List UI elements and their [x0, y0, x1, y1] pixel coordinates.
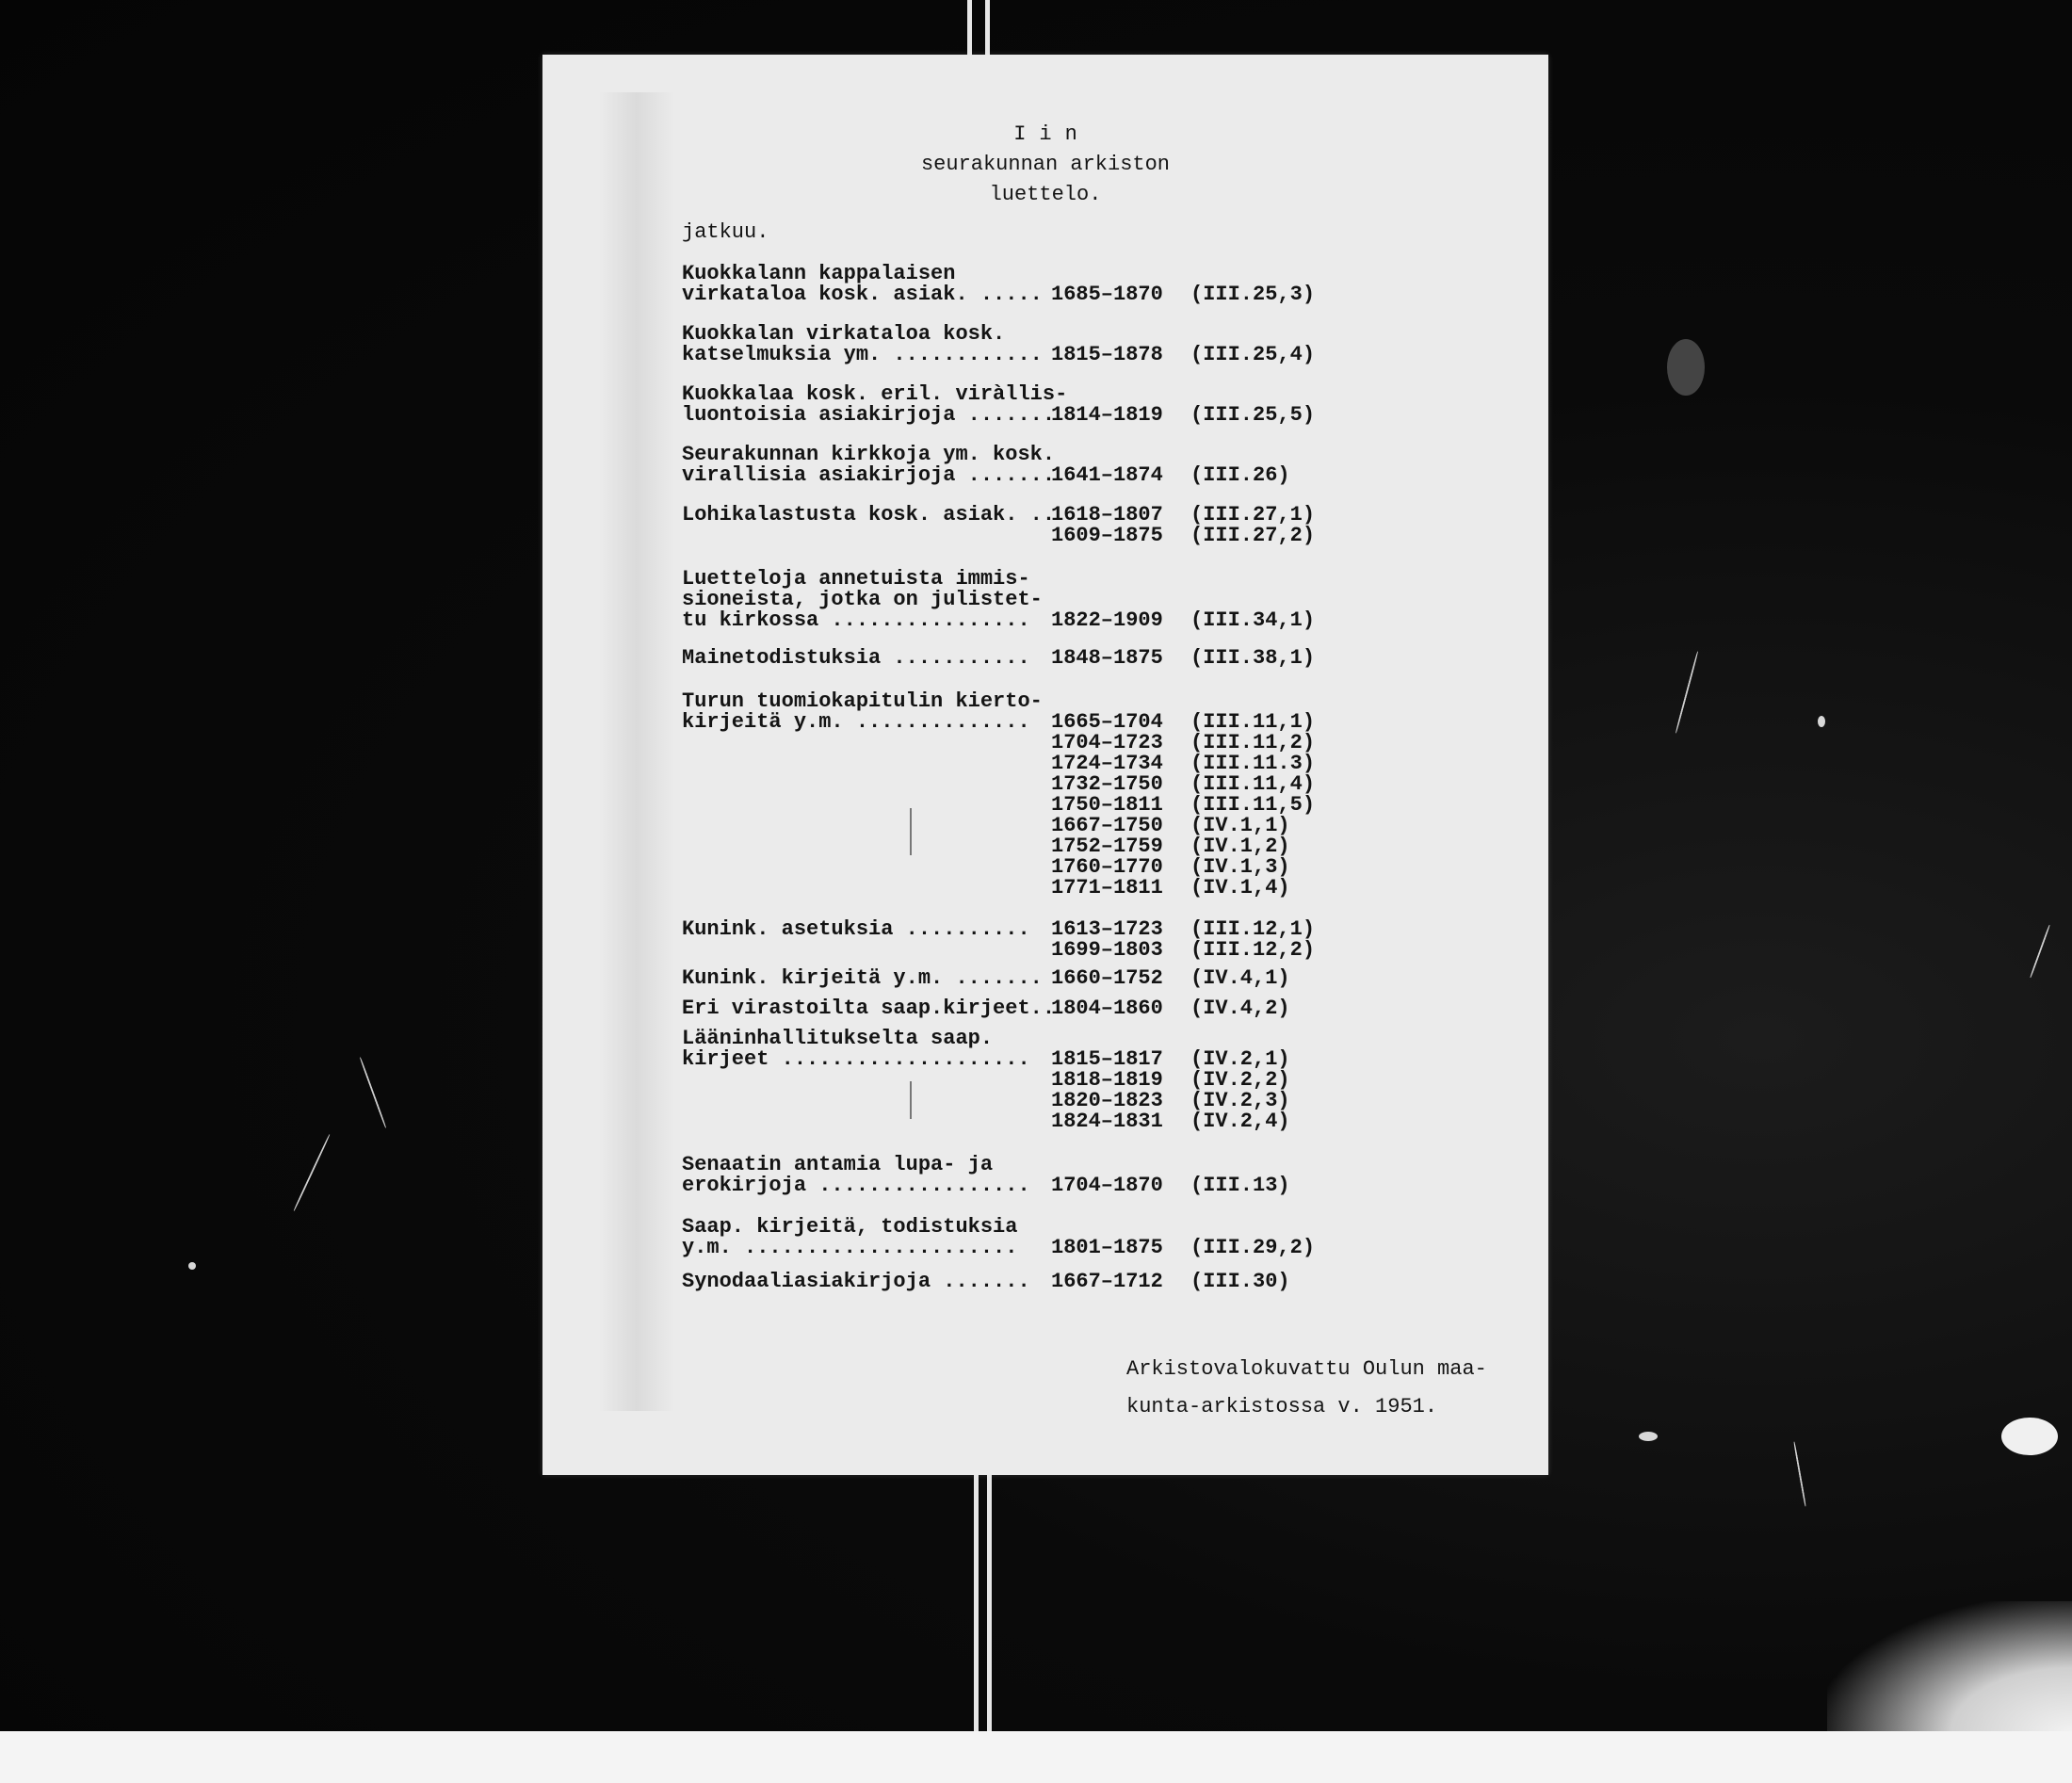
entry-description: Synodaaliasiakirjoja ....... — [682, 1270, 1030, 1293]
entry-date-range: 1613–1723 — [1051, 917, 1163, 941]
film-edge-strip — [0, 1731, 2072, 1783]
entry-date-range: 1815–1817 — [1051, 1047, 1163, 1071]
entry-description: Saap. kirjeitä, todistuksia y.m. ...................... — [682, 1215, 1018, 1259]
entry-date-range: 1665–1704 — [1051, 710, 1163, 734]
entry-date-range: 1771–1811 — [1051, 876, 1163, 900]
entry-date-range: 1848–1875 — [1051, 646, 1163, 670]
entry-date-range: 1704–1870 — [1051, 1174, 1163, 1197]
footer-note-line2: kunta-arkistossa v. 1951. — [1126, 1395, 1438, 1418]
entry-signum: (III.11,5) — [1190, 793, 1316, 817]
entry-description: Turun tuomiokapitulin kierto- kirjeitä y.m. .............. — [682, 689, 1043, 734]
film-rail-left-bottom — [974, 1469, 979, 1731]
entry-date-range: 1814–1819 — [1051, 403, 1163, 427]
entry-date-range: 1815–1878 — [1051, 343, 1163, 366]
entry-date-range: 1822–1909 — [1051, 608, 1163, 632]
entry-date-range: 1667–1712 — [1051, 1270, 1163, 1293]
entry-signum: (IV.4,1) — [1190, 966, 1290, 990]
entry-date-range: 1760–1770 — [1051, 855, 1163, 879]
entry-date-range: 1660–1752 — [1051, 966, 1163, 990]
entry-signum: (IV.1,1) — [1190, 814, 1290, 837]
entry-signum: (III.27,2) — [1190, 524, 1316, 547]
archive-list-page — [542, 55, 1548, 1475]
entry-date-range: 1824–1831 — [1051, 1110, 1163, 1133]
entry-signum: (III.11.3) — [1190, 752, 1316, 775]
entry-signum: (III.30) — [1190, 1270, 1290, 1293]
entry-description: Kuokkalaa kosk. eril. viràllis- luontoisia asiakirjoja ....... — [682, 382, 1068, 427]
entry-signum: (III.12,2) — [1190, 938, 1316, 962]
entry-description: Kunink. kirjeitä y.m. ....... — [682, 966, 1043, 990]
film-rail-left-top — [967, 0, 972, 57]
entry-date-range: 1685–1870 — [1051, 283, 1163, 306]
entry-description: Luetteloja annetuista immis- sioneista, jotka on julistet- tu kirkossa ................ — [682, 567, 1043, 632]
entry-date-range: 1804–1860 — [1051, 997, 1163, 1020]
entry-signum: (III.11,2) — [1190, 731, 1316, 754]
entry-date-range: 1699–1803 — [1051, 938, 1163, 962]
dust-speck — [1818, 716, 1825, 727]
entry-description: Kuokkalann kappalaisen virkataloa kosk. asiak. ..... — [682, 262, 1043, 306]
entry-signum: (III.25,4) — [1190, 343, 1316, 366]
entry-signum: (III.13) — [1190, 1174, 1290, 1197]
film-rail-right-bottom — [987, 1469, 992, 1731]
document-title: Iin — [1013, 122, 1091, 146]
entry-signum: (III.12,1) — [1190, 917, 1316, 941]
entry-date-range: 1724–1734 — [1051, 752, 1163, 775]
entry-signum: (IV.1,3) — [1190, 855, 1290, 879]
bleed-through — [599, 92, 674, 1411]
pencil-mark — [910, 808, 912, 855]
entry-date-range: 1818–1819 — [1051, 1068, 1163, 1092]
footer-note-line1: Arkistovalokuvattu Oulun maa- — [1126, 1357, 1487, 1381]
entry-signum: (IV.1,2) — [1190, 835, 1290, 858]
entry-date-range: 1618–1807 — [1051, 503, 1163, 527]
dust-speck — [188, 1262, 196, 1270]
entry-description: Lääninhallitukselta saap. kirjeet .................... — [682, 1027, 1030, 1071]
entry-description: Kunink. asetuksia .......... — [682, 917, 1030, 941]
entry-signum: (IV.2,4) — [1190, 1110, 1290, 1133]
document-subtitle: seurakunnan arkiston — [920, 153, 1171, 176]
entry-signum: (IV.1,4) — [1190, 876, 1290, 900]
entry-signum: (III.11,4) — [1190, 772, 1316, 796]
pencil-mark — [910, 1081, 912, 1119]
entry-date-range: 1641–1874 — [1051, 463, 1163, 487]
entry-signum: (IV.2,2) — [1190, 1068, 1290, 1092]
entry-date-range: 1820–1823 — [1051, 1089, 1163, 1112]
document-subtitle-2: luettelo. — [989, 183, 1102, 206]
dust-speck — [1667, 339, 1705, 396]
continued-label: jatkuu. — [682, 220, 769, 244]
dust-speck — [1639, 1432, 1658, 1441]
entry-date-range: 1732–1750 — [1051, 772, 1163, 796]
entry-description: Eri virastoilta saap.kirjeet.. — [682, 997, 1056, 1020]
entry-signum: (IV.2,1) — [1190, 1047, 1290, 1071]
entry-signum: (IV.2,3) — [1190, 1089, 1290, 1112]
entry-signum: (III.25,3) — [1190, 283, 1316, 306]
entry-date-range: 1704–1723 — [1051, 731, 1163, 754]
entry-description: Senaatin antamia lupa- ja erokirjoja ................. — [682, 1153, 1030, 1197]
entry-signum: (III.26) — [1190, 463, 1290, 487]
entry-signum: (III.34,1) — [1190, 608, 1316, 632]
entry-date-range: 1801–1875 — [1051, 1236, 1163, 1259]
entry-date-range: 1609–1875 — [1051, 524, 1163, 547]
entry-signum: (III.11,1) — [1190, 710, 1316, 734]
entry-date-range: 1750–1811 — [1051, 793, 1163, 817]
entry-signum: (IV.4,2) — [1190, 997, 1290, 1020]
entry-signum: (III.29,2) — [1190, 1236, 1316, 1259]
entry-signum: (III.27,1) — [1190, 503, 1316, 527]
entry-description: Lohikalastusta kosk. asiak. .. — [682, 503, 1056, 527]
entry-date-range: 1667–1750 — [1051, 814, 1163, 837]
film-rail-right-top — [985, 0, 990, 57]
dust-speck — [2001, 1418, 2058, 1455]
entry-description: Kuokkalan virkataloa kosk. katselmuksia ym. ............ — [682, 322, 1043, 366]
entry-description: Mainetodistuksia ........... — [682, 646, 1030, 670]
entry-description: Seurakunnan kirkkoja ym. kosk. virallisia asiakirjoja ....... — [682, 443, 1056, 487]
light-flare — [1827, 1601, 2072, 1733]
entry-date-range: 1752–1759 — [1051, 835, 1163, 858]
entry-signum: (III.38,1) — [1190, 646, 1316, 670]
entry-signum: (III.25,5) — [1190, 403, 1316, 427]
